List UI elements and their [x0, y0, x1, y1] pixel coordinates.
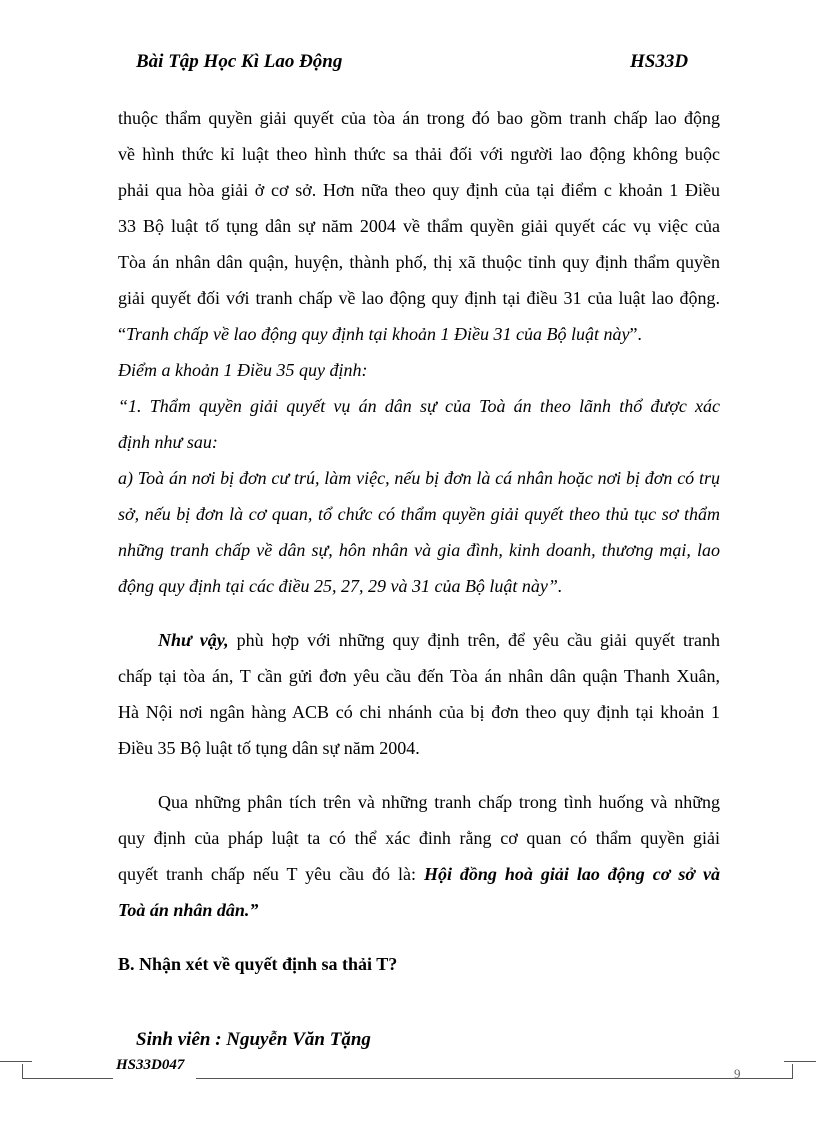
paragraph-line: [118, 622, 720, 658]
quote-line: sở, nếu bị đơn là cơ quan, tổ chức có thẩm quyền giải quyết theo thủ tục sơ thẩm: [118, 504, 720, 524]
point-a-intro: Điểm a khoản 1 Điều 35 quy định:: [118, 360, 368, 380]
quote-text: Tranh chấp về lao động quy định tại khoản 1 Điều 31 của Bộ luật này: [126, 324, 630, 344]
header-code: HS33D: [630, 51, 689, 72]
conclusion-emphasis: Toà án nhân dân.”: [118, 900, 259, 920]
quote-line: định như sau:: [118, 432, 218, 452]
paragraph-line: Điều 35 Bộ luật tố tụng dân sự năm 2004.: [118, 738, 420, 758]
footer-border-line: [196, 1078, 722, 1079]
body-text: [118, 100, 720, 982]
footer-tick-right: [784, 1061, 816, 1062]
quote-line: [118, 316, 720, 352]
paragraph-text: quyết tranh chấp nếu T yêu cầu đó là:: [118, 864, 424, 884]
quote-open-mark: “: [118, 324, 126, 344]
spacer: [118, 766, 720, 784]
quote-line: những tranh chấp về dân sự, hôn nhân và gia đình, kinh doanh, thương mại, lao: [118, 540, 720, 560]
paragraph-line: giải quyết đối với tranh chấp về lao động quy định tại điều 31 của luật lao động.: [118, 288, 720, 308]
quote-close-mark: ”.: [629, 324, 642, 344]
quote-line: “1. Thẩm quyền giải quyết vụ án dân sự của Toà án theo lãnh thổ được xác: [118, 396, 720, 416]
paragraph-line: Qua những phân tích trên và những tranh chấp trong tình huống và những: [158, 792, 720, 812]
page-number: 9: [734, 1066, 741, 1081]
footer-student-code: HS33D047: [116, 1057, 185, 1073]
footer-border-right: [722, 1064, 793, 1079]
footer-student-name: Sinh viên : Nguyễn Văn Tặng: [136, 1029, 371, 1050]
footer-tick-left: [0, 1061, 32, 1062]
paragraph-line: thuộc thẩm quyền giải quyết của tòa án trong đó bao gồm tranh chấp lao động: [118, 108, 720, 128]
emphasis-lead: Như vậy,: [158, 630, 229, 650]
conclusion-emphasis: Hội đồng hoà giải lao động cơ sở và: [423, 864, 720, 884]
spacer: [118, 604, 720, 622]
paragraph-line: Tòa án nhân dân quận, huyện, thành phố, thị xã thuộc tỉnh quy định thẩm quyền: [118, 252, 720, 272]
paragraph-line: 33 Bộ luật tố tụng dân sự năm 2004 về thẩm quyền giải quyết các vụ việc của: [118, 216, 720, 236]
section-heading: B. Nhận xét về quyết định sa thải T?: [118, 954, 398, 974]
header-title: Bài Tập Học Kì Lao Động: [136, 51, 343, 72]
spacer: [118, 928, 720, 946]
paragraph-line: chấp tại tòa án, T cần gửi đơn yêu cầu đến Tòa án nhân dân quận Thanh Xuân,: [118, 666, 720, 686]
paragraph-line: quy định của pháp luật ta có thể xác đinh rằng cơ quan có thẩm quyền giải: [118, 828, 720, 848]
paragraph-line: Hà Nội nơi ngân hàng ACB có chi nhánh của bị đơn theo quy định tại khoản 1: [118, 702, 720, 722]
paragraph-line: [118, 856, 720, 892]
paragraph-line: về hình thức kỉ luật theo hình thức sa thải đối với người lao động không buộc: [118, 144, 720, 164]
paragraph-line: phải qua hòa giải ở cơ sở. Hơn nữa theo quy định của tại điểm c khoản 1 Điều: [118, 180, 720, 200]
quote-line: a) Toà án nơi bị đơn cư trú, làm việc, nếu bị đơn là cá nhân hoặc nơi bị đơn có trụ: [118, 468, 720, 488]
paragraph-text: phù hợp với những quy định trên, để yêu cầu giải quyết tranh: [228, 630, 720, 650]
quote-line: động quy định tại các điều 25, 27, 29 và 31 của Bộ luật này”.: [118, 576, 563, 596]
footer-border-left: [22, 1064, 113, 1079]
